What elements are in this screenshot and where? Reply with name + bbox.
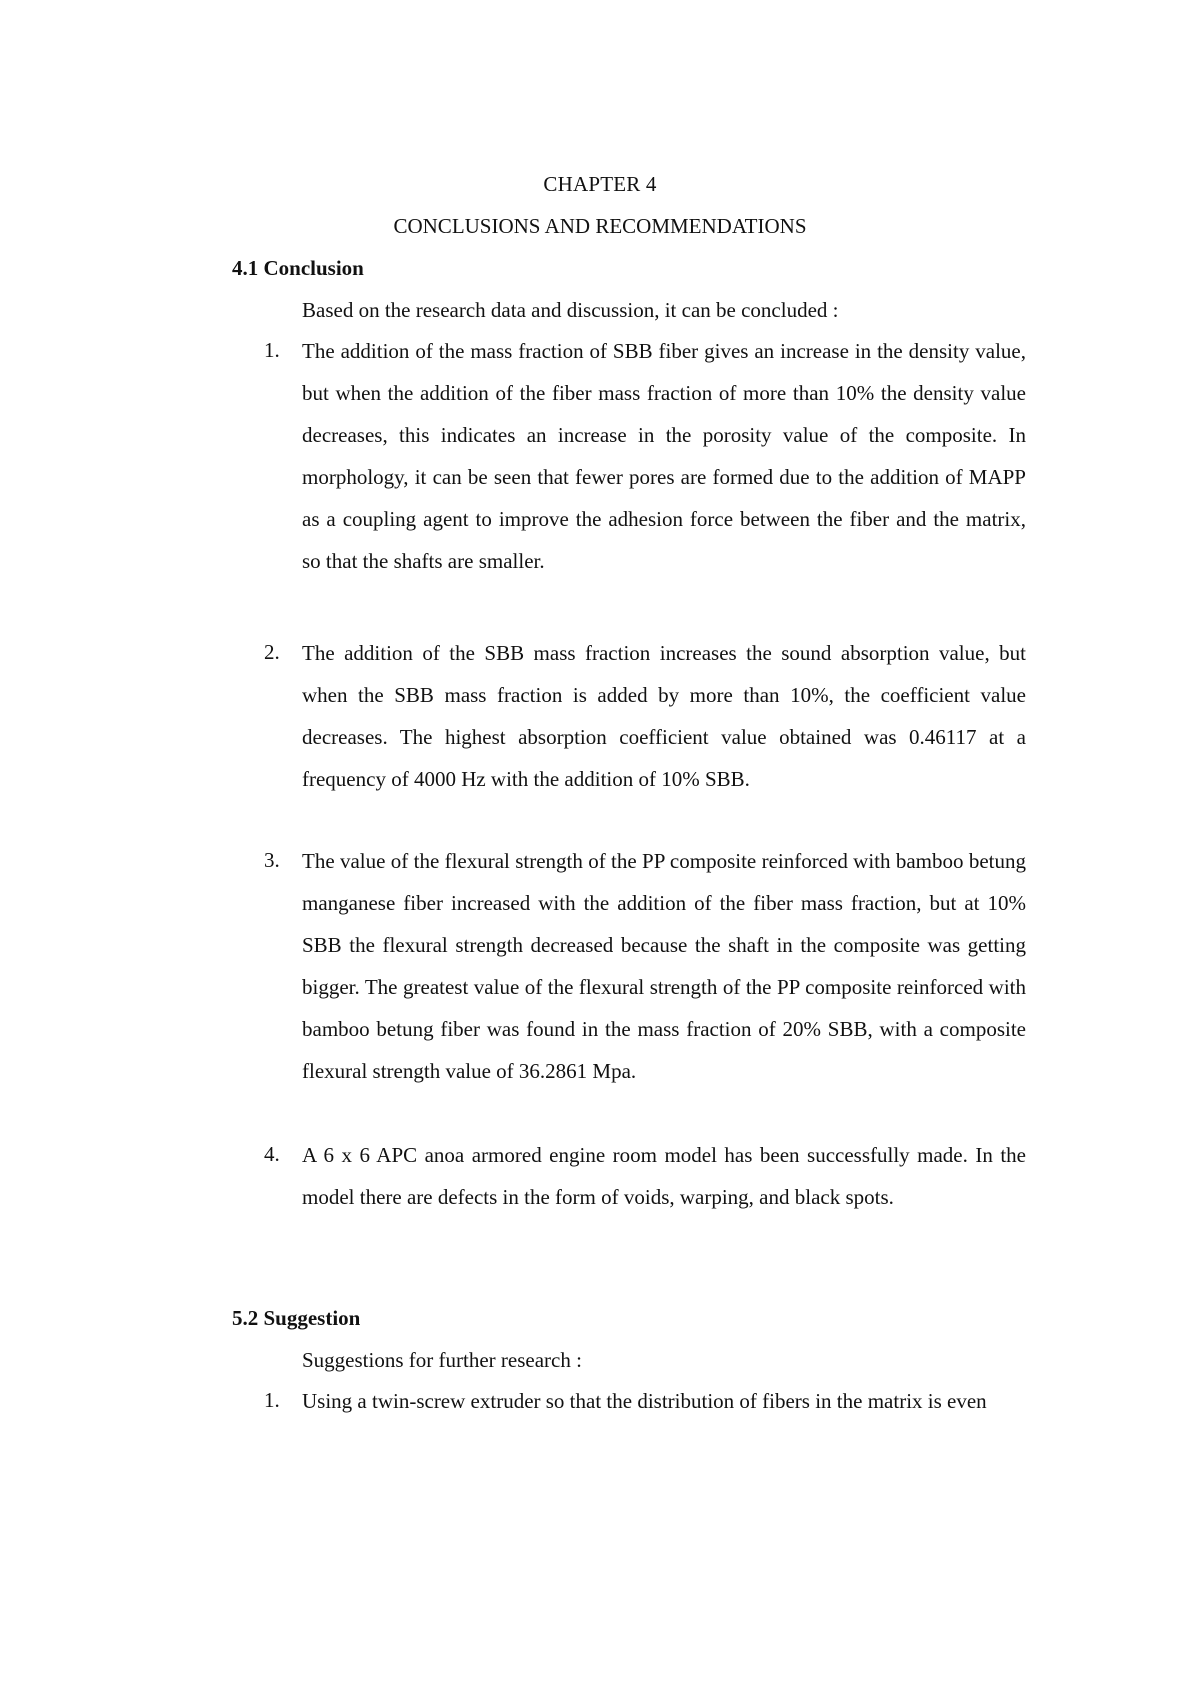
suggestion-intro: Suggestions for further research :	[302, 1348, 582, 1372]
conclusion-intro: Based on the research data and discussion, it can be concluded :	[302, 298, 839, 322]
chapter-number: CHAPTER 4	[543, 172, 657, 196]
conclusion-item-1-text: The addition of the mass fraction of SBB fiber gives an increase in the density value, but when the addition of the fiber mass fraction of more than 10% the density value decreases, this indicates an increase in the porosity value of the composite. In morphology, it can be seen that fewer pores are formed due to the addition of MAPP as a coupling agent to improve the adhesion force between the fiber and the matrix, so that the shafts are smaller.	[302, 339, 1026, 573]
conclusion-item-1-number: 1.	[264, 338, 280, 362]
chapter-title: CONCLUSIONS AND RECOMMENDATIONS	[393, 214, 807, 238]
conclusion-item-2-text: The addition of the SBB mass fraction increases the sound absorption value, but when the SBB mass fraction is added by more than 10%, the coefficient value decreases. The highest absorption coefficient value obtained was 0.46117 at a frequency of 4000 Hz with the addition of 10% SBB.	[302, 641, 1026, 791]
suggestion-item-1-text: Using a twin-screw extruder so that the distribution of fibers in the matrix is even	[302, 1389, 987, 1413]
conclusion-item-4-text: A 6 x 6 APC anoa armored engine room model has been successfully made. In the model there are defects in the form of voids, warping, and black spots.	[302, 1143, 1026, 1209]
conclusion-item-4-number: 4.	[264, 1142, 280, 1166]
conclusion-item-3-number: 3.	[264, 848, 280, 872]
suggestion-item-1-number: 1.	[264, 1388, 280, 1412]
suggestion-heading: 5.2 Suggestion	[232, 1306, 361, 1330]
conclusion-item-2-number: 2.	[264, 640, 280, 664]
conclusion-heading: 4.1 Conclusion	[232, 256, 364, 280]
conclusion-item-3-text: The value of the flexural strength of the PP composite reinforced with bamboo betung manganese fiber increased with the addition of the fiber mass fraction, but at 10% SBB the flexural strength decreased because the shaft in the composite was getting bigger. The greatest value of the flexural strength of the PP composite reinforced with bamboo betung fiber was found in the mass fraction of 20% SBB, with a composite flexural strength value of 36.2861 Mpa.	[302, 849, 1026, 1083]
